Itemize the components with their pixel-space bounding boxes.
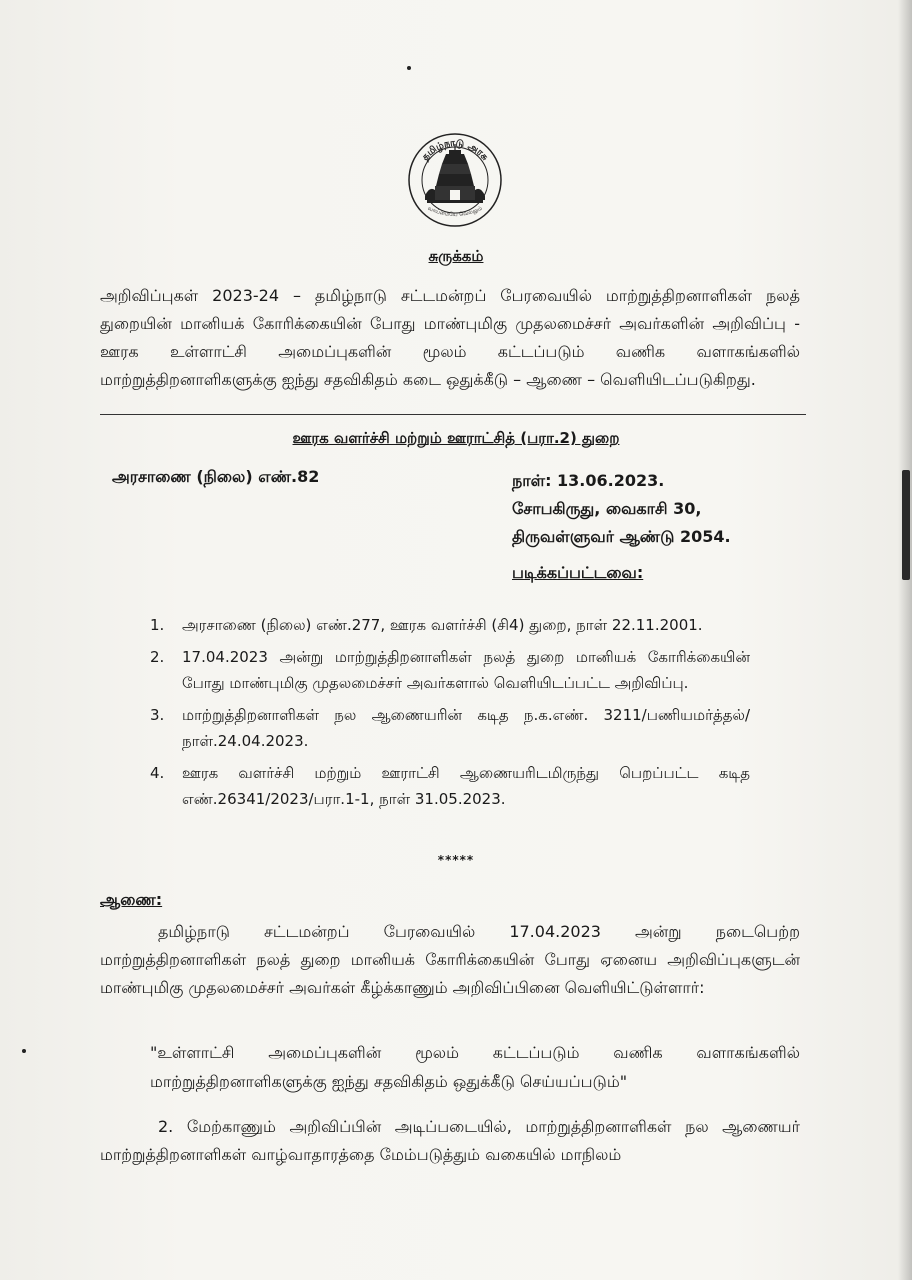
speck-mark — [407, 66, 411, 70]
reference-item — [150, 760, 750, 812]
svg-text:வாய்மையே வெல்லும் — [427, 205, 484, 218]
reference-number: 3. — [150, 706, 165, 724]
announcement-quote: "உள்ளாட்சி அமைப்புகளின் மூலம் கட்டப்படும் வணிக வளாகங்களில் மாற்றுத்திறனாளிகளுக்கு ஐந்து சதவிகிதம் ஒதுக்கீடு செய்யப்படும்" — [150, 1043, 800, 1091]
horizontal-rule — [100, 414, 806, 415]
order-paragraph-1: தமிழ்நாடு சட்டமன்றப் பேரவையில் 17.04.2023 அன்று நடைபெற்ற மாற்றுத்திறனாளிகள் நலத் துறை மானியக் கோரிக்கையின் போது ஏனைய அறிவிப்புகளுடன் மாண்புமிகு முதலமைச்சர் அவர்கள் கீழ்க்காணும் அறிவிப்பினை வெளியிட்டுள்ளார்: — [100, 922, 800, 997]
read-heading: படிக்கப்பட்டவை: — [512, 563, 644, 582]
reference-text: அரசாணை (நிலை) எண்.277, ஊரக வளர்ச்சி (சி4) துறை, நாள் 22.11.2001. — [182, 616, 703, 634]
emblem-icon — [405, 130, 505, 230]
reference-item — [150, 644, 750, 696]
page-edge-mark — [902, 470, 910, 580]
summary-heading: சுருக்கம் — [428, 247, 484, 265]
reference-item — [150, 702, 750, 754]
page-edge-shadow — [898, 0, 912, 1280]
section-separator: ***** — [437, 853, 475, 867]
references-list — [150, 612, 750, 818]
speck-mark — [22, 1049, 26, 1053]
reference-text: ஊரக வளர்ச்சி மற்றும் ஊராட்சி ஆணையரிடமிருந்து பெறப்பட்ட கடித எண்.26341/2023/பரா.1-1, நாள் 31.05.2023. — [182, 764, 750, 808]
reference-number: 1. — [150, 616, 165, 634]
reference-text: மாற்றுத்திறனாளிகள் நல ஆணையரின் கடித ந.க.எண். 3211/பணியமர்த்தல்/ நாள்.24.04.2023. — [182, 706, 750, 750]
summary-text: அறிவிப்புகள் 2023-24 – தமிழ்நாடு சட்டமன்றப் பேரவையில் மாற்றுத்திறனாளிகள் நலத் துறையின் மானியக் கோரிக்கையின் போது மாண்புமிகு முதலமைச்சர் அவர்களின் அறிவிப்பு - ஊரக உள்ளாட்சி அமைப்புகளின் மூலம் கட்டப்படும் வணிக வளாகங்களில் மாற்றுத்திறனாளிகளுக்கு ஐந்து சதவிகிதம் கடை ஒதுக்கீடு – ஆணை – வெளியிடப்படுகிறது. — [100, 286, 800, 389]
reference-number: 2. — [150, 648, 165, 666]
date-block — [512, 467, 731, 551]
reference-text: 17.04.2023 அன்று மாற்றுத்திறனாளிகள் நலத் துறை மானியக் கோரிக்கையின் போது மாண்புமிகு முதலமைச்சர் அவர்களால் வெளியிடப்பட்ட அறிவிப்பு. — [182, 648, 750, 692]
order-paragraph-2: 2. மேற்காணும் அறிவிப்பின் அடிப்படையில், மாற்றுத்திறனாளிகள் நல ஆணையர் மாற்றுத்திறனாளிகள் வாழ்வாதாரத்தை மேம்படுத்தும் வகையில் மாநிலம் — [100, 1117, 800, 1164]
reference-item — [150, 612, 750, 638]
date-line: திருவள்ளுவர் ஆண்டு 2054. — [512, 527, 731, 546]
department-heading: ஊரக வளர்ச்சி மற்றும் ஊராட்சித் (பரா.2) துறை — [292, 429, 620, 447]
date-line: நாள்: 13.06.2023. — [512, 471, 665, 490]
order-label: ஆணை: — [100, 890, 163, 909]
emblem-top-text: தமிழ்நாடு அரசு — [419, 137, 491, 163]
go-number: அரசாணை (நிலை) எண்.82 — [112, 467, 320, 486]
date-line: சோபகிருது, வைகாசி 30, — [512, 499, 702, 518]
tamil-nadu-emblem — [405, 130, 505, 230]
emblem-bottom-text: வாய்மையே வெல்லும் — [426, 205, 484, 219]
reference-number: 4. — [150, 764, 165, 782]
